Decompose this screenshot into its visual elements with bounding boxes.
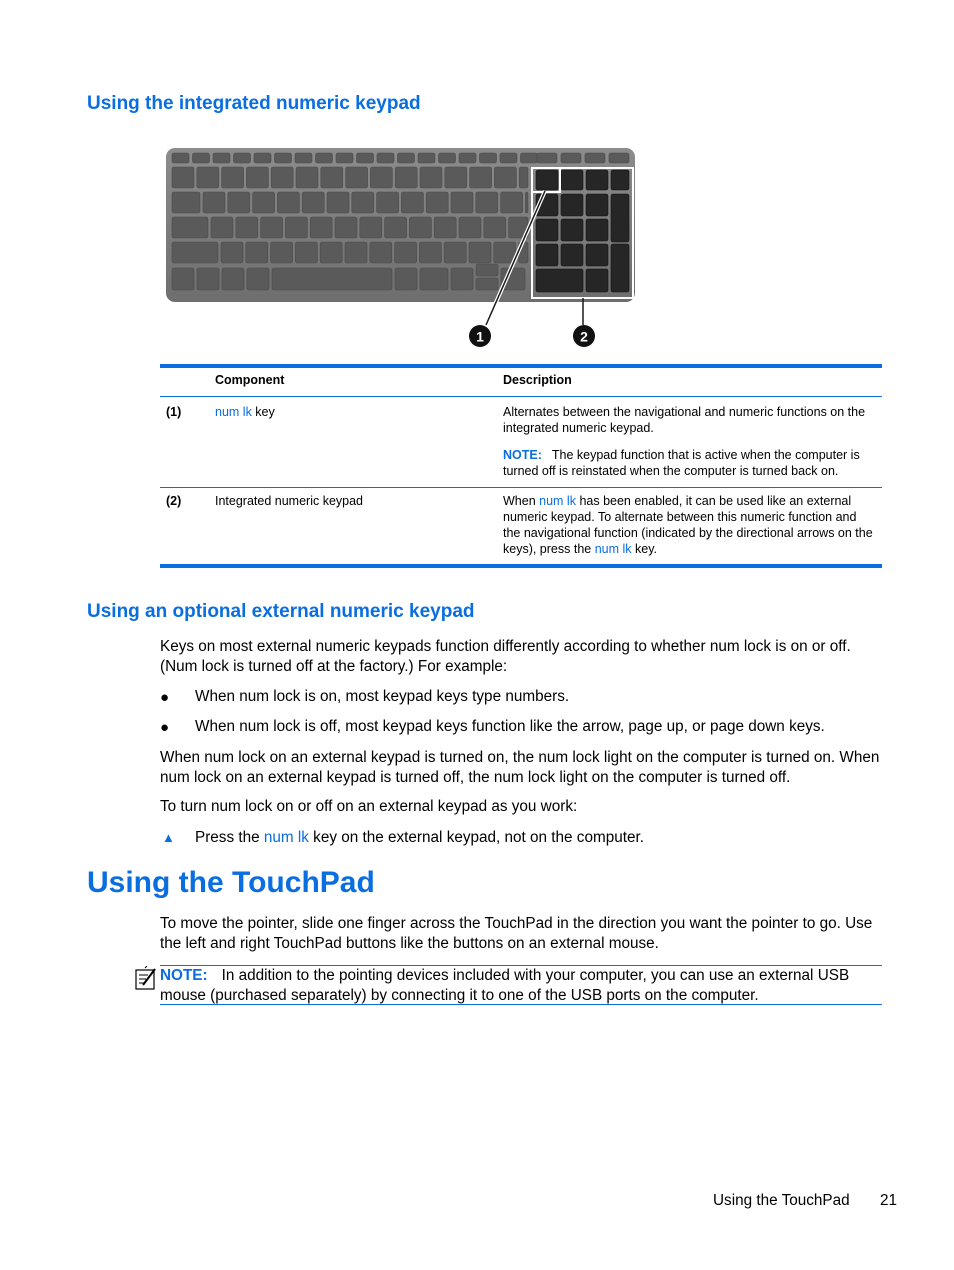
keyboard-key <box>277 192 299 213</box>
keyboard-key <box>561 153 581 163</box>
keyboard-key <box>316 153 333 163</box>
keyboard-key <box>611 244 629 292</box>
keyboard-key <box>222 268 244 290</box>
keyboard-key <box>395 167 417 188</box>
keyboard-key <box>352 192 374 213</box>
keyboard-key <box>434 217 456 238</box>
bullet-item-2: When num lock is off, most keypad keys function like the arrow, page up, or page down keys. <box>195 718 825 735</box>
keyboard-key <box>327 192 349 213</box>
keyboard-key <box>246 242 268 263</box>
keyboard-key <box>409 217 431 238</box>
keyboard-key <box>203 192 225 213</box>
keyboard-key <box>295 242 317 263</box>
keyboard-key <box>357 153 374 163</box>
keyboard-key <box>561 170 583 190</box>
keyboard-key <box>586 244 608 266</box>
footer-title: Using the TouchPad <box>713 1192 850 1209</box>
paragraph-num-lock-light: When num lock on an external keypad is turned on, the num lock light on the computer is turned on. When num lock on an external keypad is turned off, the num lock light on the computer is turned off. <box>160 749 880 786</box>
table-header-rule <box>160 396 882 397</box>
keyboard-key <box>536 269 583 292</box>
keyboard-key <box>395 268 417 290</box>
keyboard-key <box>609 153 629 163</box>
keyboard-key <box>335 217 357 238</box>
keyboard-key <box>451 268 473 290</box>
step-text: Press the num lk key on the external keypad, not on the computer. <box>195 829 644 846</box>
keyboard-key <box>459 153 476 163</box>
keyboard-key <box>476 278 498 290</box>
table-row-2-description: When num lk has been enabled, it can be used like an external numeric keypad. To alternate between this numeric function and the navigational function (indicated by the directional arrows on the keys), press the num lk key. <box>503 494 873 556</box>
keyboard-key <box>247 268 269 290</box>
keyboard-key <box>221 242 243 263</box>
callout-1-label: 1 <box>476 328 484 345</box>
note-label: NOTE: <box>160 967 208 984</box>
table-row-1-component: num lk key <box>215 405 275 419</box>
keyboard-key <box>561 219 583 241</box>
keyboard-key <box>426 192 448 213</box>
keyboard-key <box>193 153 210 163</box>
keyboard-key <box>213 153 230 163</box>
keyboard-key <box>172 192 200 213</box>
keyboard-key <box>480 153 497 163</box>
keyboard-key <box>271 242 293 263</box>
keyboard-key <box>420 268 448 290</box>
keyboard-key <box>444 242 466 263</box>
keyboard-key <box>484 217 506 238</box>
keyboard-key <box>211 217 233 238</box>
num-lk-link[interactable]: num lk <box>263 829 309 846</box>
callout-2-label: 2 <box>580 328 588 345</box>
keyboard-key <box>346 167 368 188</box>
keyboard-key <box>476 192 498 213</box>
keyboard-key <box>586 219 608 241</box>
keyboard-key <box>537 153 557 163</box>
keyboard-key <box>420 167 442 188</box>
keyboard-key <box>586 194 608 216</box>
keyboard-figure <box>0 0 954 360</box>
table-row-1-note: NOTE: The keypad function that is active when the computer is turned off is reinstated when the computer is turned back on. <box>503 448 860 478</box>
keyboard-key <box>611 194 629 242</box>
bullet-marker: ● <box>160 689 170 706</box>
table-row-divider <box>160 487 882 488</box>
keyboard-key <box>271 167 293 188</box>
table-row-2-component: Integrated numeric keypad <box>215 494 364 508</box>
keyboard-key <box>586 170 608 190</box>
keyboard-key <box>370 242 392 263</box>
keyboard-key <box>236 217 258 238</box>
section-heading-external-keypad: Using an optional external numeric keypad <box>87 601 475 622</box>
bullet-item-1: When num lock is on, most keypad keys type numbers. <box>195 688 570 705</box>
keyboard-key <box>561 194 583 216</box>
paragraph-how-to: To turn num lock on or off on an external keypad as you work: <box>160 798 578 815</box>
bullet-marker: ● <box>160 719 170 736</box>
keyboard-key <box>561 244 583 266</box>
keyboard-key <box>172 242 218 263</box>
keyboard-key <box>385 217 407 238</box>
keyboard-key <box>172 153 189 163</box>
keyboard-key <box>419 242 441 263</box>
keyboard-key <box>320 242 342 263</box>
page-number: 21 <box>880 1192 898 1209</box>
keyboard-key <box>585 153 605 163</box>
keyboard-key <box>275 153 292 163</box>
keyboard-key <box>295 153 312 163</box>
keyboard-key <box>172 167 194 188</box>
keyboard-key <box>451 192 473 213</box>
keyboard-key <box>445 167 467 188</box>
keyboard-key <box>470 167 492 188</box>
keyboard-key <box>611 170 629 190</box>
table-row-1-description: Alternates between the navigational and numeric functions on the integrated numeric keypad. <box>503 405 866 435</box>
keyboard-key <box>494 167 516 188</box>
keyboard-key <box>418 153 435 163</box>
table-header-description: Description <box>503 373 572 387</box>
table-row-1-number: (1) <box>166 405 182 419</box>
keyboard-key <box>197 268 219 290</box>
keyboard-key <box>246 167 268 188</box>
keyboard-key <box>521 153 538 163</box>
keyboard-key <box>586 269 608 292</box>
note-label: NOTE: <box>503 448 542 462</box>
keyboard-key <box>254 153 271 163</box>
table-bottom-rule <box>160 564 882 568</box>
keyboard-key <box>377 153 394 163</box>
keyboard-key <box>398 153 415 163</box>
keyboard-key <box>536 244 558 266</box>
keyboard-key <box>500 153 517 163</box>
keyboard-key <box>469 242 491 263</box>
step-triangle-icon: ▲ <box>162 830 175 845</box>
keyboard-key <box>345 242 367 263</box>
note-text: NOTE: In addition to the pointing devices included with your computer, you can use an external USB mouse (purchased separately) by connecting it to one of the USB ports on the computer. <box>160 967 850 1004</box>
keyboard-key <box>519 167 528 188</box>
keyboard-key <box>234 153 251 163</box>
keyboard-key <box>536 219 558 241</box>
keyboard-key <box>285 217 307 238</box>
num-lk-link[interactable]: num lk <box>594 542 632 556</box>
keyboard-key <box>253 192 275 213</box>
table-header-component: Component <box>215 373 285 387</box>
keyboard-key <box>494 242 516 263</box>
paragraph-intro: Keys on most external numeric keypads function differently according to whether num lock is on or off. (Num lock is turned off at the factory.) For example: <box>160 638 851 675</box>
keyboard-key <box>459 217 481 238</box>
keyboard-key <box>321 167 343 188</box>
keyboard-key <box>360 217 382 238</box>
keyboard-key <box>261 217 283 238</box>
keyboard-key <box>525 192 528 213</box>
keyboard-key <box>172 217 208 238</box>
keyboard-key <box>476 264 498 276</box>
keyboard-key <box>197 167 219 188</box>
section-heading-integrated-keypad: Using the integrated numeric keypad <box>87 93 421 114</box>
keyboard-key <box>401 192 423 213</box>
keyboard-key <box>395 242 417 263</box>
table-top-rule <box>160 364 882 368</box>
keyboard-key <box>302 192 324 213</box>
keyboard-key <box>228 192 250 213</box>
keyboard-key <box>501 192 523 213</box>
keyboard-key <box>377 192 399 213</box>
num-lk-link[interactable]: num lk <box>215 405 252 419</box>
keyboard-key <box>222 167 244 188</box>
keyboard-key <box>272 268 392 290</box>
keyboard-key <box>296 167 318 188</box>
keyboard-key <box>310 217 332 238</box>
keyboard-key <box>172 268 194 290</box>
table-row-2-number: (2) <box>166 494 182 508</box>
num-lk-link[interactable]: num lk <box>539 494 576 508</box>
keyboard-key <box>336 153 353 163</box>
keyboard-key <box>370 167 392 188</box>
keyboard-key <box>536 170 558 190</box>
paragraph-touchpad: To move the pointer, slide one finger across the TouchPad in the direction you want the pointer to go. Use the left and right TouchPad buttons like the buttons on an external mouse. <box>160 915 873 952</box>
keyboard-key <box>439 153 456 163</box>
note-icon <box>134 966 158 992</box>
chapter-heading-touchpad: Using the TouchPad <box>87 866 375 899</box>
